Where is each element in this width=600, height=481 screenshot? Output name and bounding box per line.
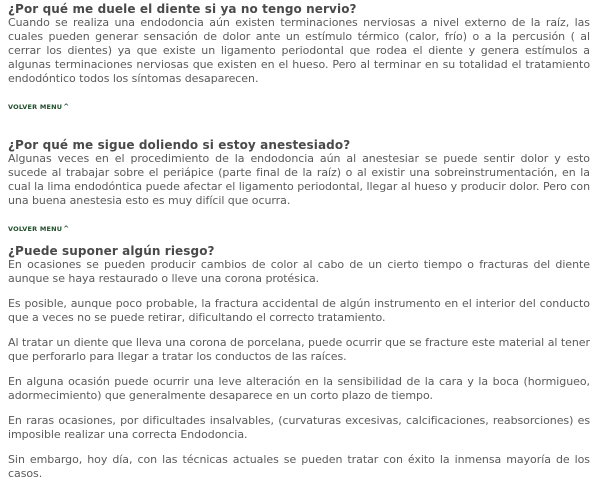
back-link-label: VOLVER MENU [8,103,63,111]
section-title: ¿Por qué me sigue doliendo si estoy anestesiado? [8,138,351,152]
back-to-menu-link[interactable] [8,225,69,233]
section-paragraph: Algunas veces en el procedimiento de la endodoncia aún al anestesiar se puede sentir dolor y esto sucede al trabajar sobre el periápice (parte final de la raíz) o al existir una sobreinstrumentación, en la cual la lima endodóntica puede afectar el ligamento periodontal, llegar al hueso y producir dolor. Pero con una buena anestesia esto es muy difícil que ocurra. [8,152,590,207]
back-link-label: VOLVER MENU [8,225,63,233]
section-paragraph: En ocasiones se pueden producir cambios de color al cabo de un cierto tiempo o fracturas del diente aunque se haya restaurado o lleve una corona protésica. [8,258,590,285]
section-paragraph: Es posible, aunque poco probable, la fractura accidental de algún instrumento en el interior del conducto que a veces no se puede retirar, dificultando el correcto tratamiento. [8,297,590,324]
faq-section-anesthesia-pain [8,139,590,235]
back-to-menu-link[interactable] [8,103,69,111]
faq-section-nerve-pain [8,3,590,113]
faq-section-risks [8,245,590,481]
section-paragraph: En raras ocasiones, por dificultades insalvables, (curvaturas excesivas, calcificaciones, reabsorciones) es imposible realizar una correcta Endodoncia. [8,414,590,441]
section-paragraph: Al tratar un diente que lleva una corona de porcelana, puede ocurrir que se fracture este material al tener que perforarlo para llegar a tratar los conductos de las raíces. [8,336,590,363]
section-paragraph: Cuando se realiza una endodoncia aún existen terminaciones nerviosas a nivel externo de la raíz, las cuales pueden generar sensación de dolor ante un estímulo térmico (calor, frío) o a la percusión ( al cerrar los dientes) ya que existe un ligamento periodontal que rodea el diente y genera estímulos a algunas terminaciones nerviosas que existen en el hueso. Pero al terminar en su totalidad el tratamiento endodóntico todos los síntomas desaparecen. [8,16,590,85]
up-arrow-icon: ^ [63,103,70,111]
section-paragraph: Sin embargo, hoy día, con las técnicas actuales se pueden tratar con éxito la inmensa mayoría de los casos. [8,453,590,480]
up-arrow-icon: ^ [63,225,70,233]
section-title: ¿Puede suponer algún riesgo? [8,244,215,258]
section-title: ¿Por qué me duele el diente si ya no tengo nervio? [8,2,357,16]
section-paragraph: En alguna ocasión puede ocurrir una leve alteración en la sensibilidad de la cara y la boca (hormigueo, adormecimiento) que generalmente desaparece en un corto plazo de tiempo. [8,375,590,402]
